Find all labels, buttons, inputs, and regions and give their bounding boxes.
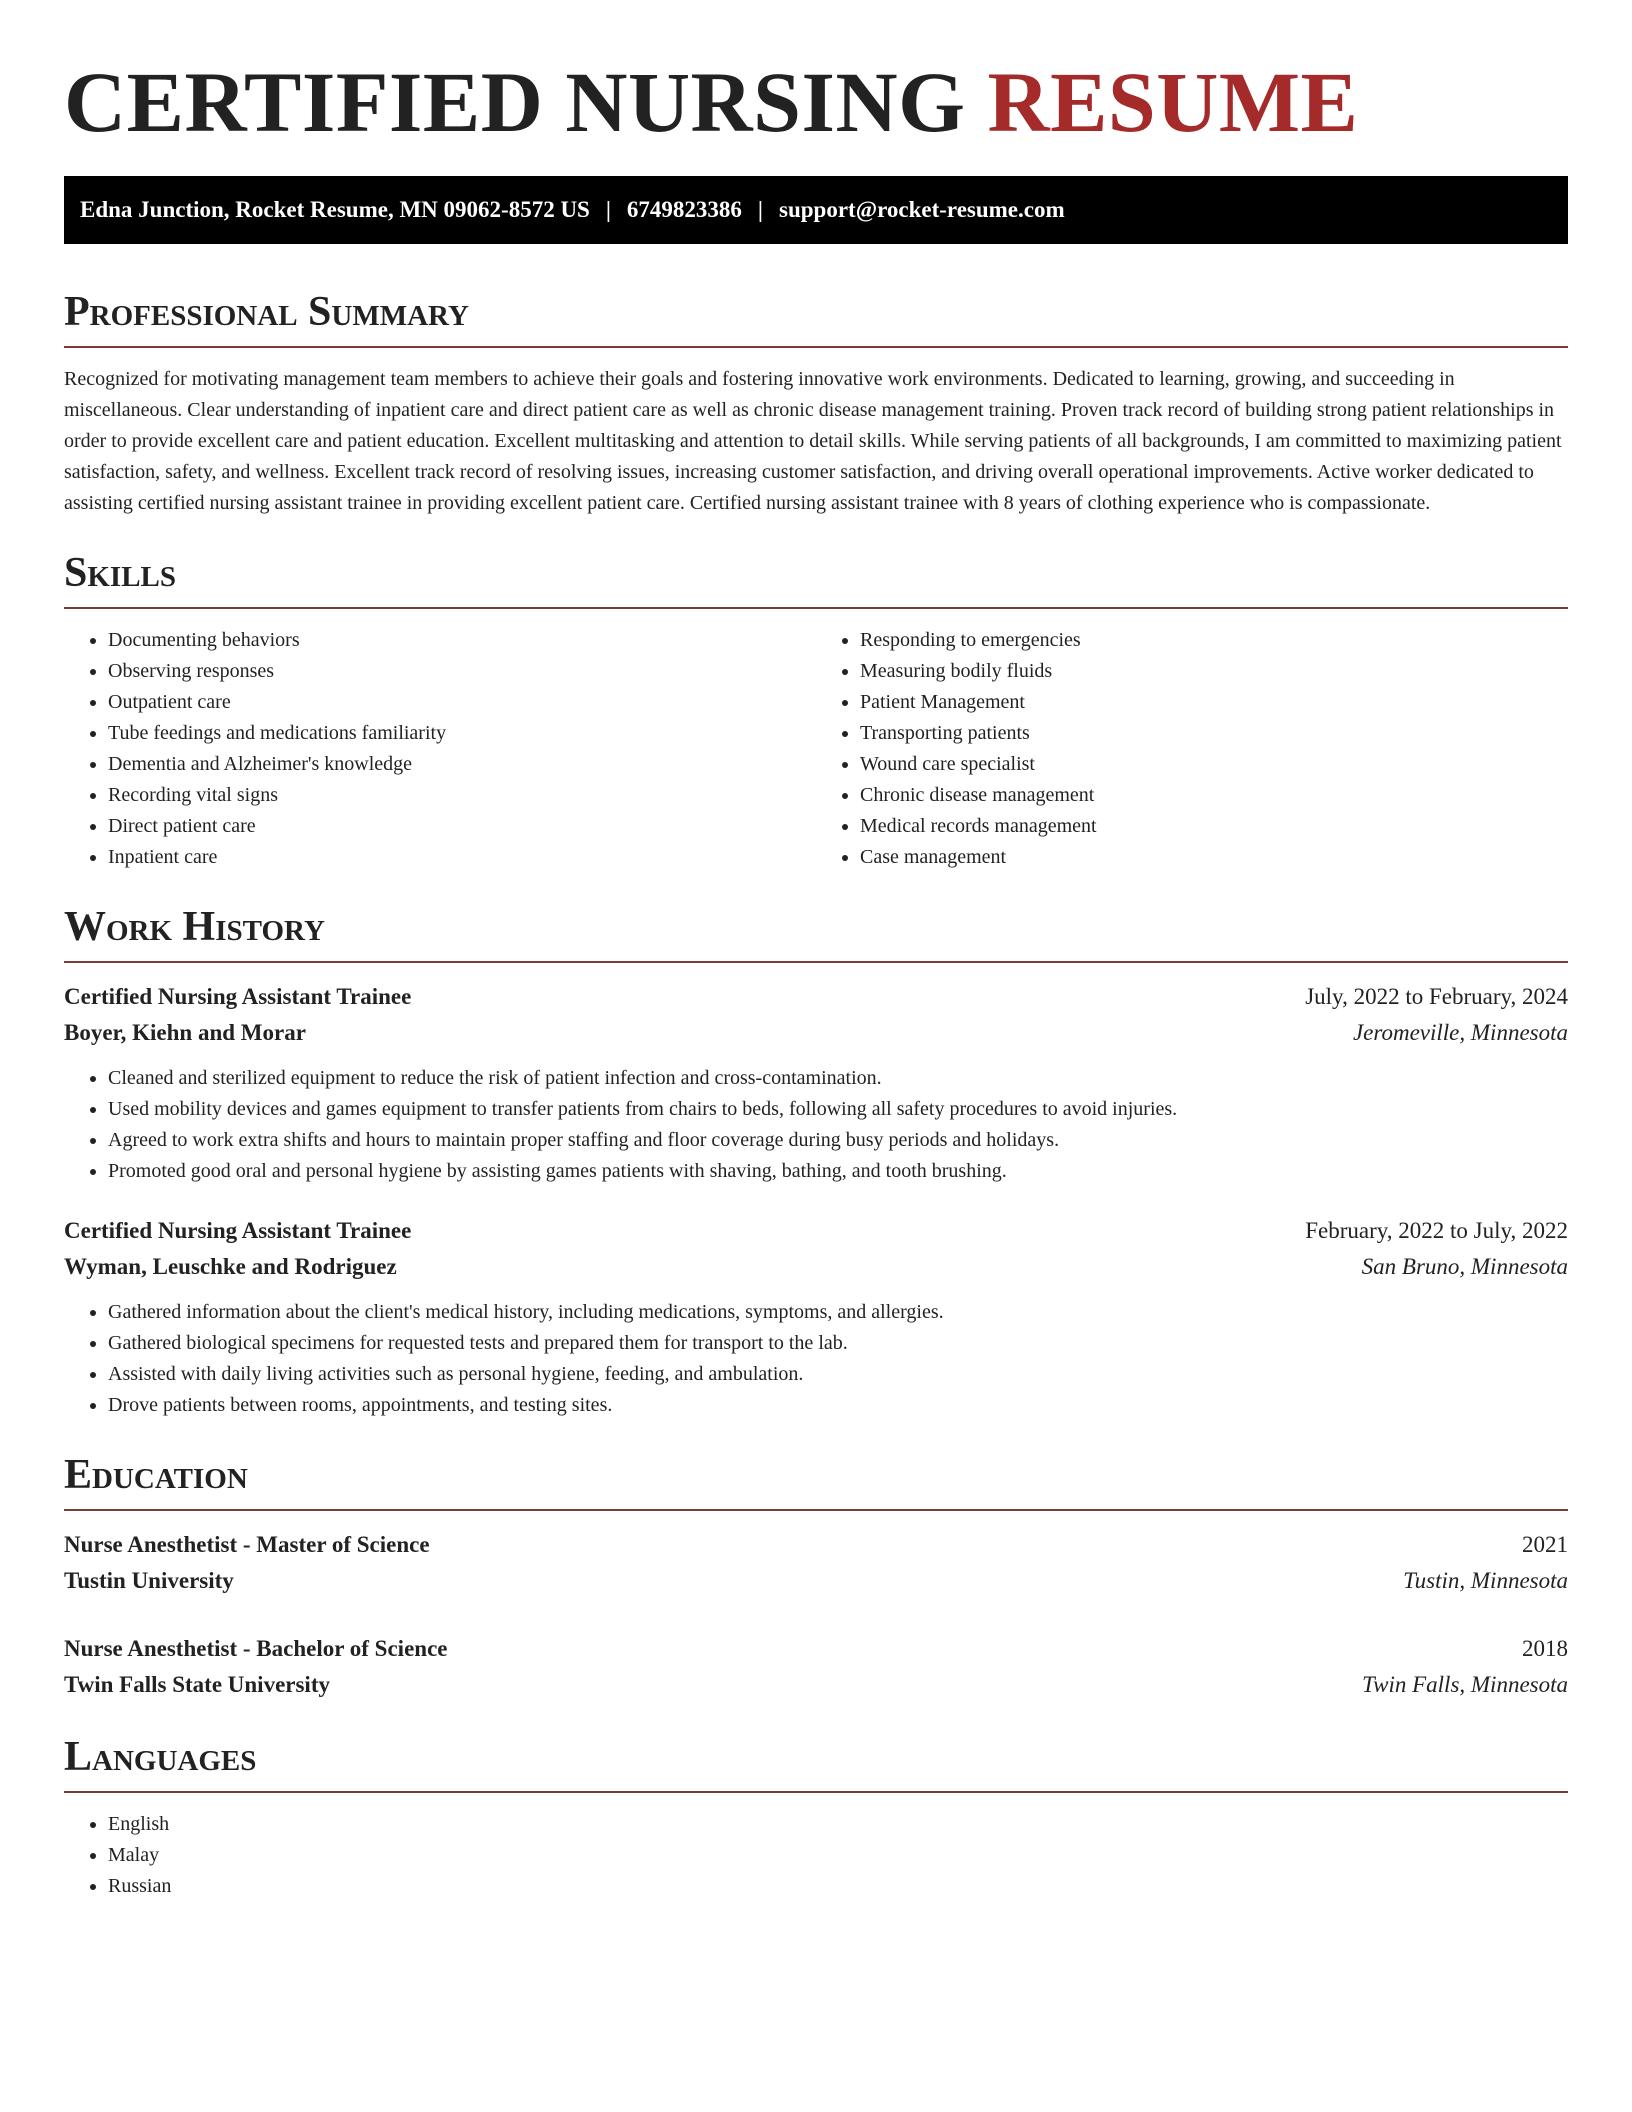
education-degree-row [64, 1631, 1568, 1667]
skill-item: • Recording vital signs [108, 780, 816, 811]
language-item: • Russian [108, 1871, 1568, 1902]
skill-item: • Direct patient care [108, 811, 816, 842]
skill-item: • Outpatient care [108, 687, 816, 718]
job-title: Certified Nursing Assistant Trainee [64, 984, 412, 1009]
job-entry [64, 1213, 1568, 1421]
skill-item: • Patient Management [860, 687, 1568, 718]
education-heading: Education [64, 1452, 248, 1498]
job-bullet: • Gathered information about the client's medical history, including medications, symptoms, and allergies. [108, 1297, 1568, 1328]
contact-phone: 6749823386 [626, 197, 742, 222]
skill-item: • Medical records management [860, 811, 1568, 842]
skills-list-left [64, 625, 816, 873]
job-dates: July, 2022 to February, 2024 [1305, 984, 1568, 1009]
skill-item: • Observing responses [108, 656, 816, 687]
skill-item: • Case management [860, 842, 1568, 873]
skill-item: • Inpatient care [108, 842, 816, 873]
education-school-row [64, 1563, 1568, 1599]
contact-email: support@rocket-resume.com [779, 197, 1065, 222]
title-accent: RESUME [987, 54, 1359, 150]
job-company: Boyer, Kiehn and Morar [64, 1020, 306, 1045]
skill-item: • Measuring bodily fluids [860, 656, 1568, 687]
education-year: 2018 [1522, 1636, 1568, 1661]
skill-item: • Transporting patients [860, 718, 1568, 749]
languages-list [64, 1809, 1568, 1902]
job-company-row [64, 1249, 1568, 1285]
section-divider [64, 961, 1568, 963]
title-main: CERTIFIED NURSING [64, 54, 966, 150]
education-school-row [64, 1667, 1568, 1703]
job-bullet: • Used mobility devices and games equipment to transfer patients from chairs to beds, following all safety procedures to avoid injuries. [108, 1094, 1568, 1125]
work-section [64, 903, 1568, 1421]
languages-section [64, 1733, 1568, 1902]
language-item: • English [108, 1809, 1568, 1840]
job-bullet: • Assisted with daily living activities such as personal hygiene, feeding, and ambulation. [108, 1359, 1568, 1390]
education-entry [64, 1527, 1568, 1599]
job-bullets [64, 1297, 1568, 1421]
job-title: Certified Nursing Assistant Trainee [64, 1218, 412, 1243]
work-heading: Work History [64, 904, 325, 950]
resume-page [64, 0, 1568, 1902]
job-bullets [64, 1063, 1568, 1187]
education-degree: Nurse Anesthetist - Bachelor of Science [64, 1636, 448, 1661]
skill-item: • Responding to emergencies [860, 625, 1568, 656]
job-company-row [64, 1015, 1568, 1051]
skills-list-right [816, 625, 1568, 873]
summary-heading: Professional Summary [64, 289, 469, 335]
contact-separator: | [605, 197, 611, 222]
job-bullet: • Agreed to work extra shifts and hours to maintain proper staffing and floor coverage during busy periods and holidays. [108, 1125, 1568, 1156]
skills-heading: Skills [64, 550, 177, 596]
education-section [64, 1451, 1568, 1703]
education-degree-row [64, 1527, 1568, 1563]
summary-section [64, 288, 1568, 519]
job-bullet: • Cleaned and sterilized equipment to reduce the risk of patient infection and cross-contamination. [108, 1063, 1568, 1094]
skill-item: • Dementia and Alzheimer's knowledge [108, 749, 816, 780]
contact-address: Edna Junction, Rocket Resume, MN 09062-8572 US [80, 197, 590, 222]
skills-section [64, 549, 1568, 873]
education-degree: Nurse Anesthetist - Master of Science [64, 1532, 430, 1557]
job-entry [64, 979, 1568, 1187]
education-location: Twin Falls, Minnesota [1362, 1672, 1568, 1697]
language-item: • Malay [108, 1840, 1568, 1871]
summary-text: Recognized for motivating management team members to achieve their goals and fostering innovative work environments. Dedicated to learning, growing, and succeeding in miscellaneous. Clear understanding of inpatient care and direct patient care as well as chronic disease management training. Proven track record of building strong patient relationships in order to provide excellent care and patient education. Excellent multitasking and attention to detail skills. While serving patients of all backgrounds, I am committed to maximizing patient satisfaction, safety, and wellness. Excellent track record of resolving issues, increasing customer satisfaction, and driving overall operational improvements. Active worker dedicated to assisting certified nursing assistant trainee in providing excellent patient care. Certified nursing assistant trainee with 8 years of clothing experience who is compassionate. [64, 368, 1562, 514]
job-location: Jeromeville, Minnesota [1352, 1020, 1568, 1045]
education-year: 2021 [1522, 1532, 1568, 1557]
skill-item: • Tube feedings and medications familiarity [108, 718, 816, 749]
section-divider [64, 1509, 1568, 1511]
skill-item: • Wound care specialist [860, 749, 1568, 780]
skill-item: • Chronic disease management [860, 780, 1568, 811]
job-header-row [64, 1213, 1568, 1249]
skill-item: • Documenting behaviors [108, 625, 816, 656]
languages-heading: Languages [64, 1734, 257, 1780]
job-dates: February, 2022 to July, 2022 [1305, 1218, 1568, 1243]
job-bullet: • Gathered biological specimens for requested tests and prepared them for transport to the lab. [108, 1328, 1568, 1359]
section-divider [64, 607, 1568, 609]
contact-separator: | [757, 197, 763, 222]
job-bullet: • Drove patients between rooms, appointments, and testing sites. [108, 1390, 1568, 1421]
job-company: Wyman, Leuschke and Rodriguez [64, 1254, 397, 1279]
section-divider [64, 346, 1568, 348]
education-school: Twin Falls State University [64, 1672, 330, 1697]
education-school: Tustin University [64, 1568, 234, 1593]
job-bullet: • Promoted good oral and personal hygiene by assisting games patients with shaving, bathing, and tooth brushing. [108, 1156, 1568, 1187]
education-entry [64, 1631, 1568, 1703]
job-location: San Bruno, Minnesota [1361, 1254, 1568, 1279]
section-divider [64, 1791, 1568, 1793]
education-location: Tustin, Minnesota [1403, 1568, 1568, 1593]
job-header-row [64, 979, 1568, 1015]
resume-title [64, 52, 1568, 152]
skills-grid [64, 625, 1568, 873]
contact-bar [64, 176, 1568, 244]
